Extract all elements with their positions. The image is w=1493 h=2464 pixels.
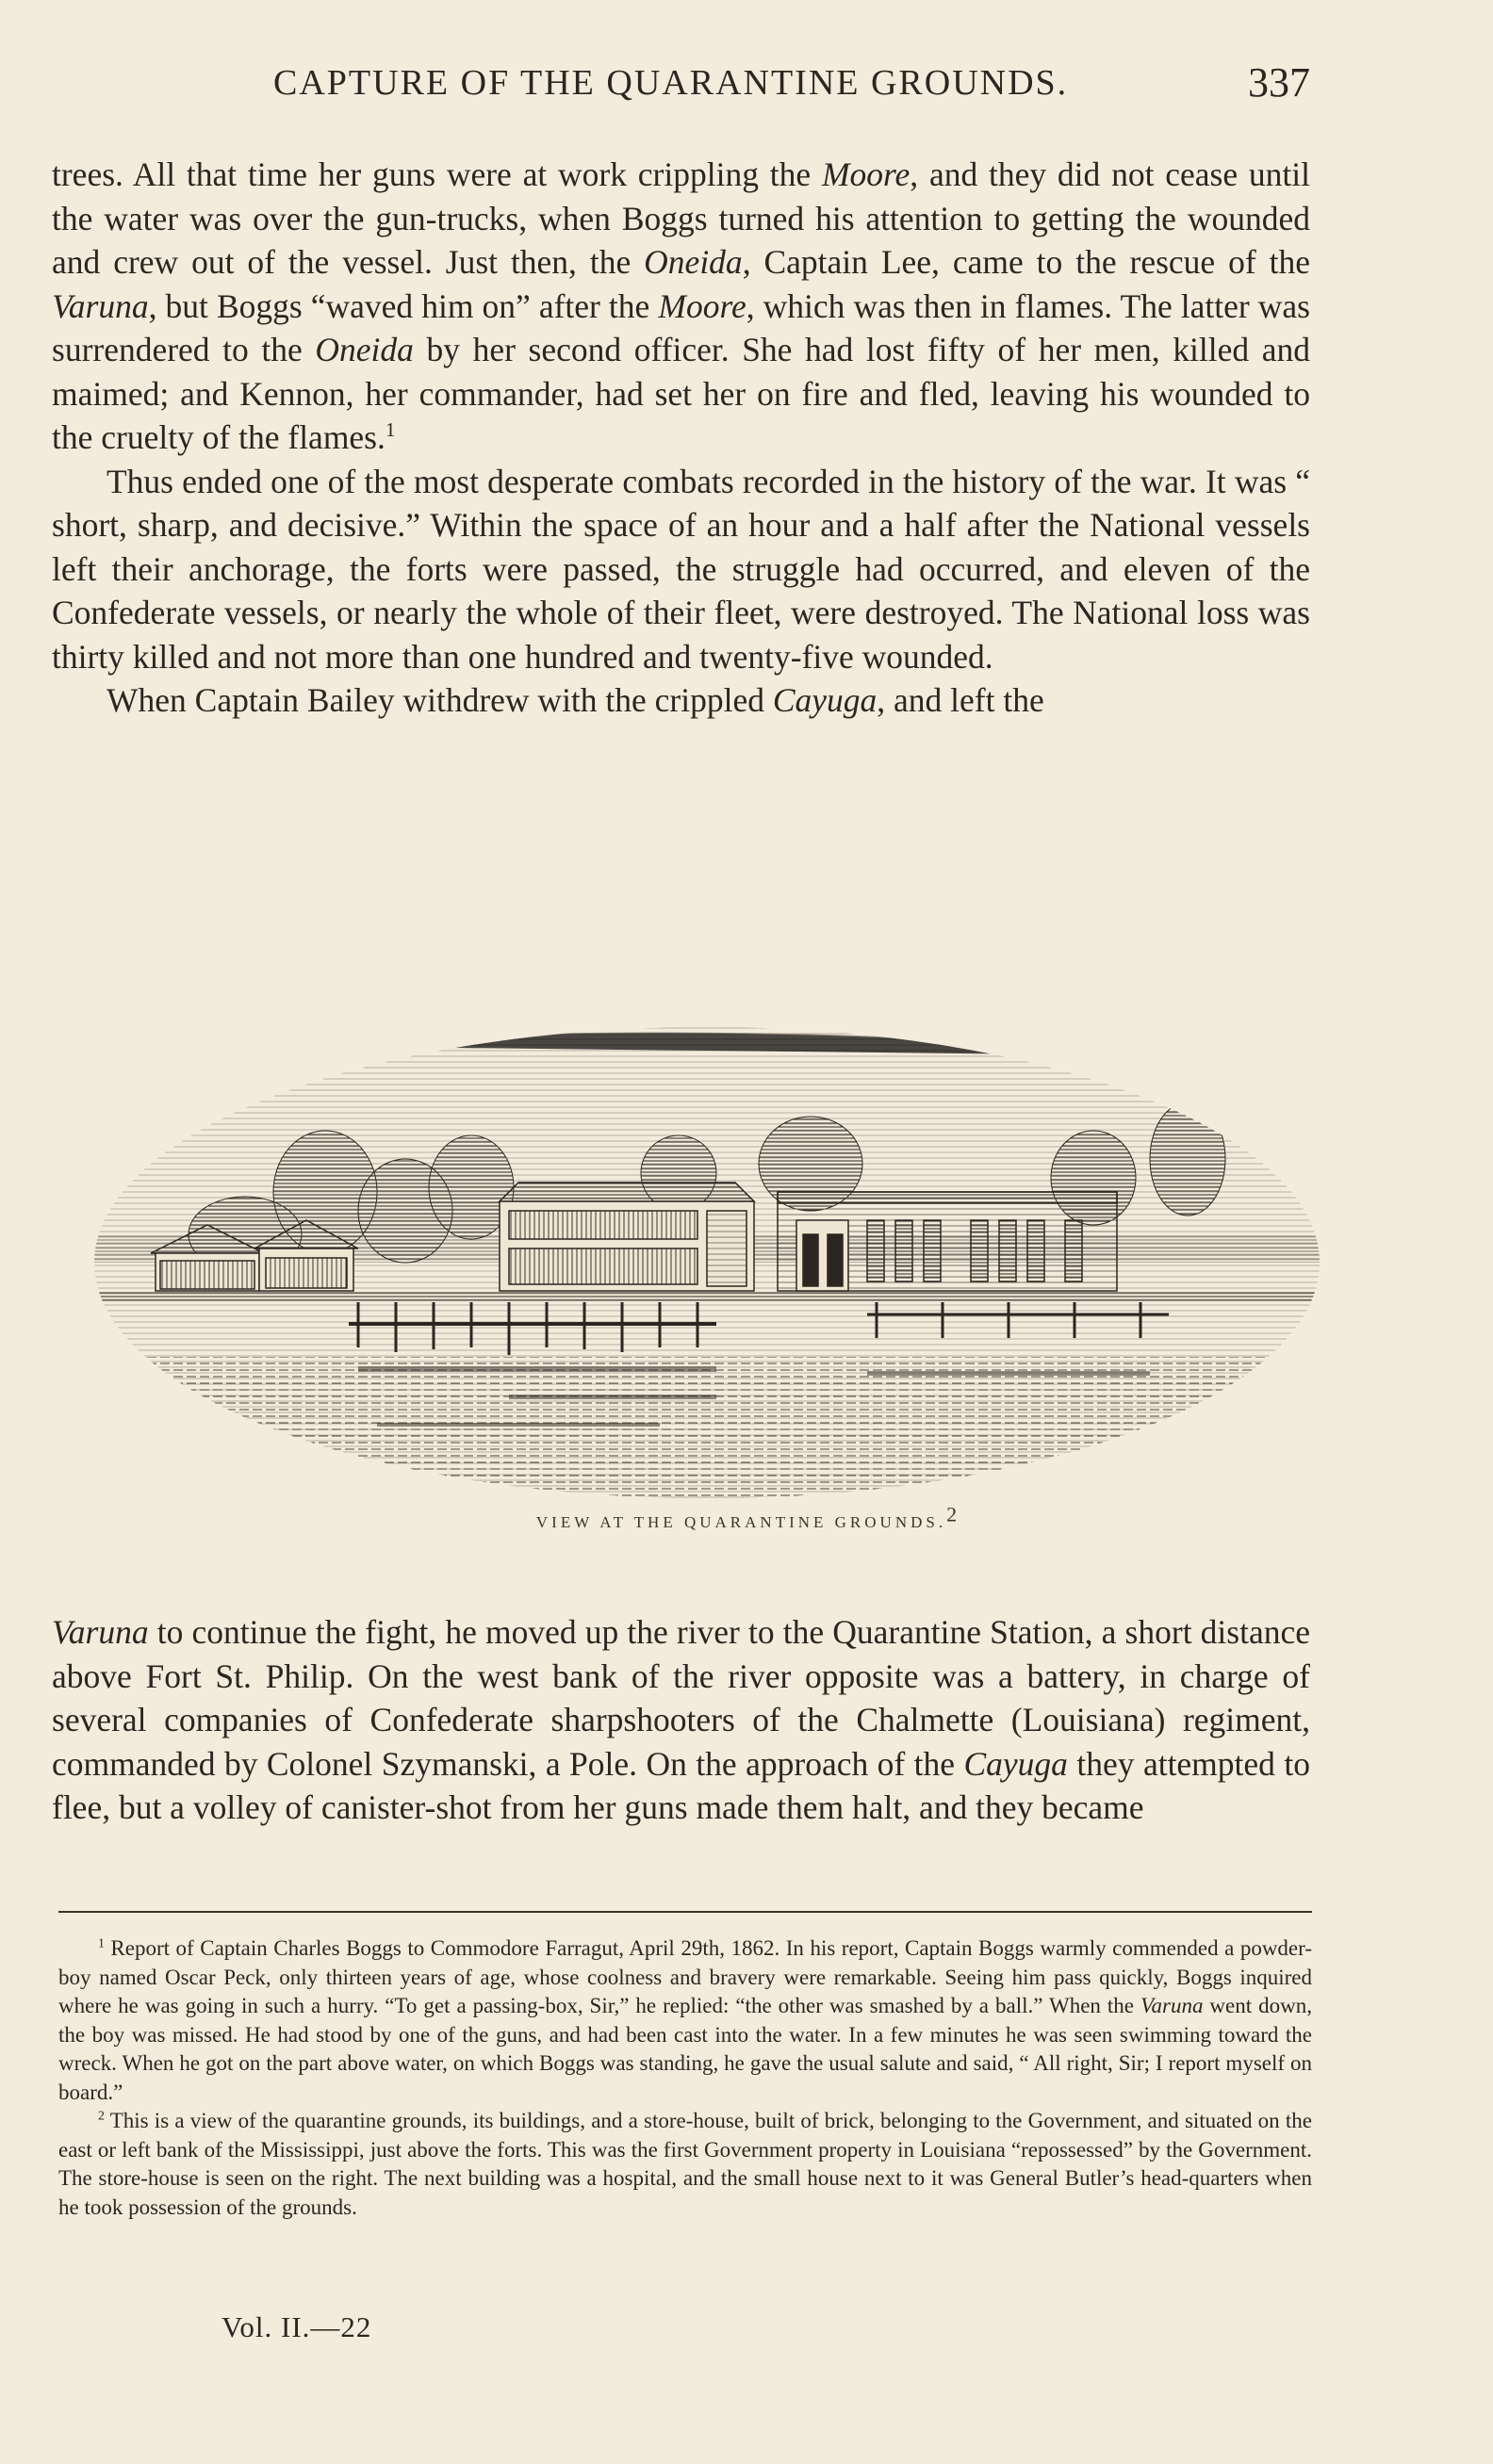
figure-caption [0,1502,1493,1532]
ship-name: Oneida [315,331,414,368]
text-run: , and they did not cease until the water was over the gun-trucks, when Boggs turned his attention to getting the wounded and crew out of the vessel. Just then, the [52,155,1310,281]
text-run: Report of Captain Charles Boggs to Commodore Farragut, April 29th, 1862. In his report, Captain Boggs warmly commended a powder-boy named Oscar Peck, only thirteen years of age, whose coolness and bravery were remarkable. Seeing him pass quickly, Boggs inquired where he was going in such a hurry. “To get a passing-box, Sir,” he replied: “the other was smashed by a ball.” When the [58,1936,1312,2017]
footnote-1 [58,1934,1312,2107]
body-text-upper [52,153,1310,723]
footnote-ref: 1 [385,418,396,442]
ship-name: Moore [821,155,911,193]
page-number: 337 [1248,59,1310,106]
footnote-number: 1 [98,1935,105,1950]
engraving-quarantine-grounds [94,952,1320,1498]
footnote-ref: 2 [946,1502,958,1526]
body-text-lower [52,1610,1310,1830]
paragraph-3 [52,678,1310,723]
footnotes [58,1934,1312,2222]
text-run: to continue the fight, he moved up the river to the Quarantine Station, a short distance above Fort St. Philip. On the west bank of the river opposite was a battery, in charge of several companies of Confederate sharpshooters of the Chalmette (Louisiana) regiment, commanded by Colonel Szymanski, a Pole. On the approach of the [52,1613,1310,1783]
caption-text: VIEW AT THE QUARANTINE GROUNDS. [535,1513,947,1531]
text-run: , Captain Lee, came to the rescue of the [742,243,1310,281]
ship-name: Cayuga [772,681,878,719]
text-run: , which was then in flames. The latter was surrendered to the [52,286,1310,368]
text-run: they attempted to flee, but a volley of canister-shot from her guns made them halt, and they became [52,1744,1310,1826]
footnote-2 [58,2107,1312,2222]
ship-name: Cayuga [963,1744,1068,1783]
engraving-illustration [94,952,1320,1498]
paragraph-2: Thus ended one of the most desperate combats recorded in the history of the war. It was “ short, sharp, and decisive.” Within the space of an hour and a half after the National vessels left their anchorage, the forts were passed, the struggle had occurred, and eleven of the Confederate vessels, or nearly the whole of their fleet, were destroyed. The National loss was thirty killed and not more than one hundred and twenty-five wounded. [52,462,1310,676]
ship-name: Oneida [644,243,743,281]
footnote-number: 2 [98,2108,105,2123]
running-title: CAPTURE OF THE QUARANTINE GROUNDS. [273,63,1069,103]
text-run: When Captain Bailey withdrew with the crippled [107,681,773,719]
paragraph-1 [52,153,1310,460]
ship-name: Varuna [52,286,149,325]
text-run: by her second officer. She had lost fifty of her men, killed and maimed; and Kennon, her commander, had set her on fire and fled, leaving his wounded to the cruelty of the flames. [52,331,1310,456]
volume-signature: Vol. II.—22 [221,2310,372,2343]
running-header [52,55,1310,111]
text-run: trees. All that time her guns were at work crippling the [52,155,822,193]
paragraph-4 [52,1610,1310,1830]
text-run: , but Boggs “waved him on” after the [148,286,659,325]
text-run: , and left the [877,681,1044,719]
text-run: This is a view of the quarantine grounds, its buildings, and a store-house, built of brick, belonging to the Government, and situated on the east or left bank of the Mississippi, just above the forts. This was the first Government property in Louisiana “repossessed” by the Government. The store-house is seen on the right. The next building was a hospital, and the small house next to it was General Butler’s head-quarters when he took possession of the grounds. [58,2109,1312,2219]
ship-name: Moore [658,286,746,325]
footnote-divider [58,1911,1312,1913]
ship-name: Varuna [52,1613,149,1651]
text-run: went down, the boy was missed. He had stood by one of the guns, and had been cast into the water. In a few minutes he was seen swimming toward the wreck. When he got on the part above water, on which Boggs was standing, he gave the usual salute and said, “ All right, Sir; I report myself on board.” [58,1994,1312,2104]
ship-name: Varuna [1140,1994,1204,2017]
